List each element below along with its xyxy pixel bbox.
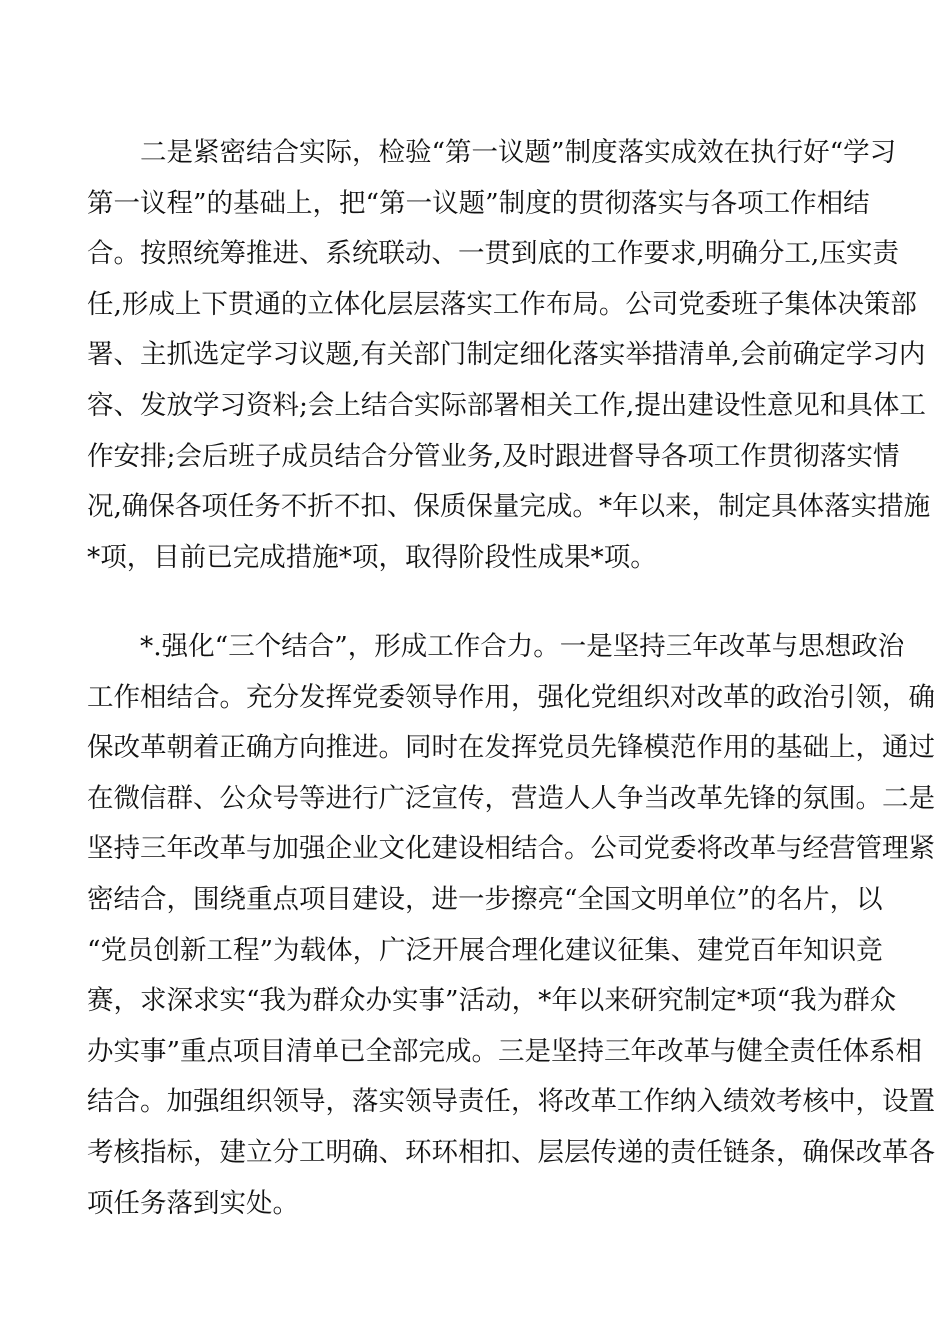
paragraph-line: 署、主抓选定学习议题,有关部门制定细化落实举措清单,会前确定学习内 — [87, 339, 926, 371]
paragraph-line: 合。按照统筹推进、系统联动、一贯到底的工作要求,明确分工,压实责 — [87, 238, 899, 270]
paragraph-line: 任,形成上下贯通的立体化层层落实工作布局。公司党委班子集体决策部 — [87, 288, 917, 320]
paragraph-line: 结合。加强组织领导，落实领导责任，将改革工作纳入绩效考核中，设置 — [87, 1086, 935, 1118]
paragraph-line: 坚持三年改革与加强企业文化建设相结合。公司党委将改革与经营管理紧 — [87, 833, 935, 865]
paragraph-line: 二是紧密结合实际，检验“第一议题”制度落实成效在执行好“学习 — [140, 137, 897, 168]
paragraph-line: 考核指标，建立分工明确、环环相扣、层层传递的责任链条，确保改革各 — [87, 1136, 935, 1168]
paragraph-line: 容、发放学习资料;会上结合实际部署相关工作,提出建设性意见和具体工 — [87, 389, 926, 421]
paragraph-line: *项，目前已完成措施*项，取得阶段性成果*项。 — [87, 541, 657, 573]
paragraph-2 — [87, 622, 935, 1229]
paragraph-line: 第一议程”的基础上，把“第一议题”制度的贯彻落实与各项工作相结 — [87, 187, 870, 219]
paragraph-line: 况,确保各项任务不折不扣、保质保量完成。*年以来，制定具体落实措施 — [87, 491, 931, 523]
paragraph-line: 在微信群、公众号等进行广泛宣传，营造人人争当改革先锋的氛围。二是 — [87, 782, 935, 814]
paragraph-line: 密结合，围绕重点项目建设，进一步擦亮“全国文明单位”的名片，以 — [87, 883, 883, 915]
paragraph-line: *.强化“三个结合”，形成工作合力。一是坚持三年改革与思想政治 — [140, 631, 905, 662]
paragraph-1 — [87, 128, 931, 583]
paragraph-line: 保改革朝着正确方向推进。同时在发挥党员先锋模范作用的基础上，通过 — [87, 732, 935, 764]
paragraph-line: 项任务落到实处。 — [87, 1187, 299, 1219]
paragraph-line: 作安排;会后班子成员结合分管业务,及时跟进督导各项工作贯彻落实情 — [87, 440, 900, 472]
paragraph-line: 赛，求深求实“我为群众办实事”活动，*年以来研究制定*项“我为群众 — [87, 985, 897, 1017]
paragraph-line: 工作相结合。充分发挥党委领导作用，强化党组织对改革的政治引领，确 — [87, 681, 935, 713]
paragraph-line: 办实事”重点项目清单已全部完成。三是坚持三年改革与健全责任体系相 — [87, 1035, 923, 1067]
paragraph-line: “党员创新工程”为载体，广泛开展合理化建议征集、建党百年知识竞 — [87, 934, 883, 966]
